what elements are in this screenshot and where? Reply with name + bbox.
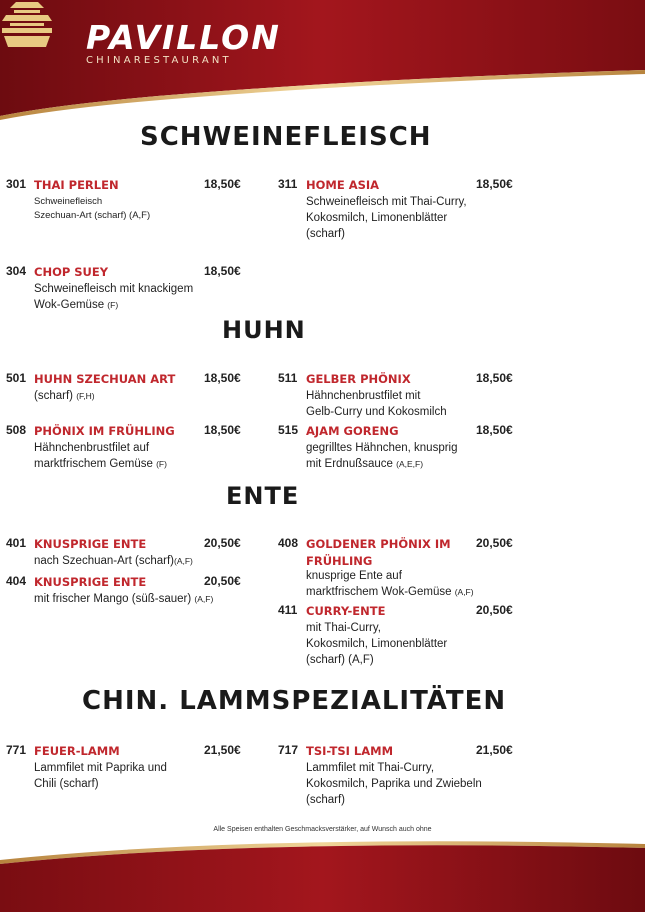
brand-name: PAVILLON	[86, 18, 281, 57]
item-number: 404	[6, 574, 27, 588]
item-price: 21,50€	[476, 743, 513, 757]
item-name: CHOP SUEY	[34, 265, 109, 279]
item-description: gegrilltes Hähnchen, knusprig mit Erdnußsauce (A,E,F)	[306, 442, 458, 470]
item-description: Hähnchenbrustfilet auf marktfrischem Gemüse (F)	[34, 442, 167, 470]
item-name: AJAM GORENG	[306, 424, 399, 438]
item-name: GOLDENER PHÖNIX IM FRÜHLING	[306, 537, 451, 568]
item-description: Schweinefleisch Szechuan-Art (scharf) (A,F)	[34, 196, 151, 221]
footer-banner	[0, 840, 645, 912]
item-name: KNUSPRIGE ENTE	[34, 537, 147, 551]
item-description: Hähnchenbrustfilet mit Gelb-Curry und Kokosmilch	[306, 390, 447, 418]
item-number: 717	[278, 743, 299, 757]
item-name: HOME ASIA	[306, 178, 380, 192]
pagoda-logo-icon	[0, 0, 54, 50]
item-price: 18,50€	[204, 177, 241, 191]
item-number: 515	[278, 423, 299, 437]
item-name: FEUER-LAMM	[34, 744, 120, 758]
item-number: 304	[6, 264, 27, 278]
item-price: 18,50€	[476, 423, 513, 437]
item-number: 501	[6, 371, 27, 385]
item-number: 771	[6, 743, 27, 757]
item-description: Schweinefleisch mit Thai-Curry, Kokosmilch, Limonenblätter (scharf)	[306, 196, 467, 240]
footer-background	[0, 840, 645, 912]
item-price: 20,50€	[204, 574, 241, 588]
item-name: THAI PERLEN	[34, 178, 119, 192]
item-price: 18,50€	[476, 177, 513, 191]
item-name: KNUSPRIGE ENTE	[34, 575, 147, 589]
header-banner	[0, 0, 645, 120]
item-number: 311	[278, 177, 298, 191]
item-number: 511	[278, 371, 298, 385]
section-title-schweinefleisch: SCHWEINEFLEISCH	[140, 122, 432, 152]
item-price: 20,50€	[204, 536, 241, 550]
item-number: 508	[6, 423, 27, 437]
item-description: Lammfilet mit Paprika und Chili (scharf)	[34, 762, 167, 790]
item-description: nach Szechuan-Art (scharf)(A,F)	[34, 555, 193, 567]
item-price: 18,50€	[204, 264, 241, 278]
item-price: 20,50€	[476, 536, 513, 550]
item-price: 21,50€	[204, 743, 241, 757]
item-description: mit Thai-Curry, Kokosmilch, Limonenblätter (scharf) (A,F)	[306, 622, 448, 666]
item-price: 18,50€	[476, 371, 513, 385]
item-price: 20,50€	[476, 603, 513, 617]
item-number: 301	[6, 177, 27, 191]
section-title-huhn: HUHN	[222, 316, 306, 344]
item-name: GELBER PHÖNIX	[306, 372, 411, 386]
brand-subtitle: CHINARESTAURANT	[86, 55, 232, 66]
section-title-ente: ENTE	[226, 482, 300, 510]
footnote: Alle Speisen enthalten Geschmacksverstärker, auf Wunsch auch ohne	[213, 826, 432, 833]
item-name: PHÖNIX IM FRÜHLING	[34, 424, 175, 438]
item-price: 18,50€	[204, 423, 241, 437]
item-number: 401	[6, 536, 27, 550]
item-description: Lammfilet mit Thai-Curry, Kokosmilch, Paprika und Zwiebeln (scharf)	[306, 762, 482, 806]
item-name: TSI-TSI LAMM	[306, 744, 394, 758]
item-number: 408	[278, 536, 299, 550]
item-price: 18,50€	[204, 371, 241, 385]
item-description: knusprige Ente auf marktfrischem Wok-Gemüse (A,F)	[306, 570, 474, 598]
item-description: Schweinefleisch mit knackigem Wok-Gemüse (F)	[34, 283, 194, 311]
item-name: HUHN SZECHUAN ART	[34, 372, 176, 386]
item-description: mit frischer Mango (süß-sauer) (A,F)	[34, 593, 214, 605]
item-number: 411	[278, 603, 298, 617]
item-name: CURRY-ENTE	[306, 604, 386, 618]
item-description: (scharf) (F,H)	[34, 390, 95, 402]
section-title-lammspezialitaeten: CHIN. LAMMSPEZIALITÄTEN	[82, 686, 507, 716]
